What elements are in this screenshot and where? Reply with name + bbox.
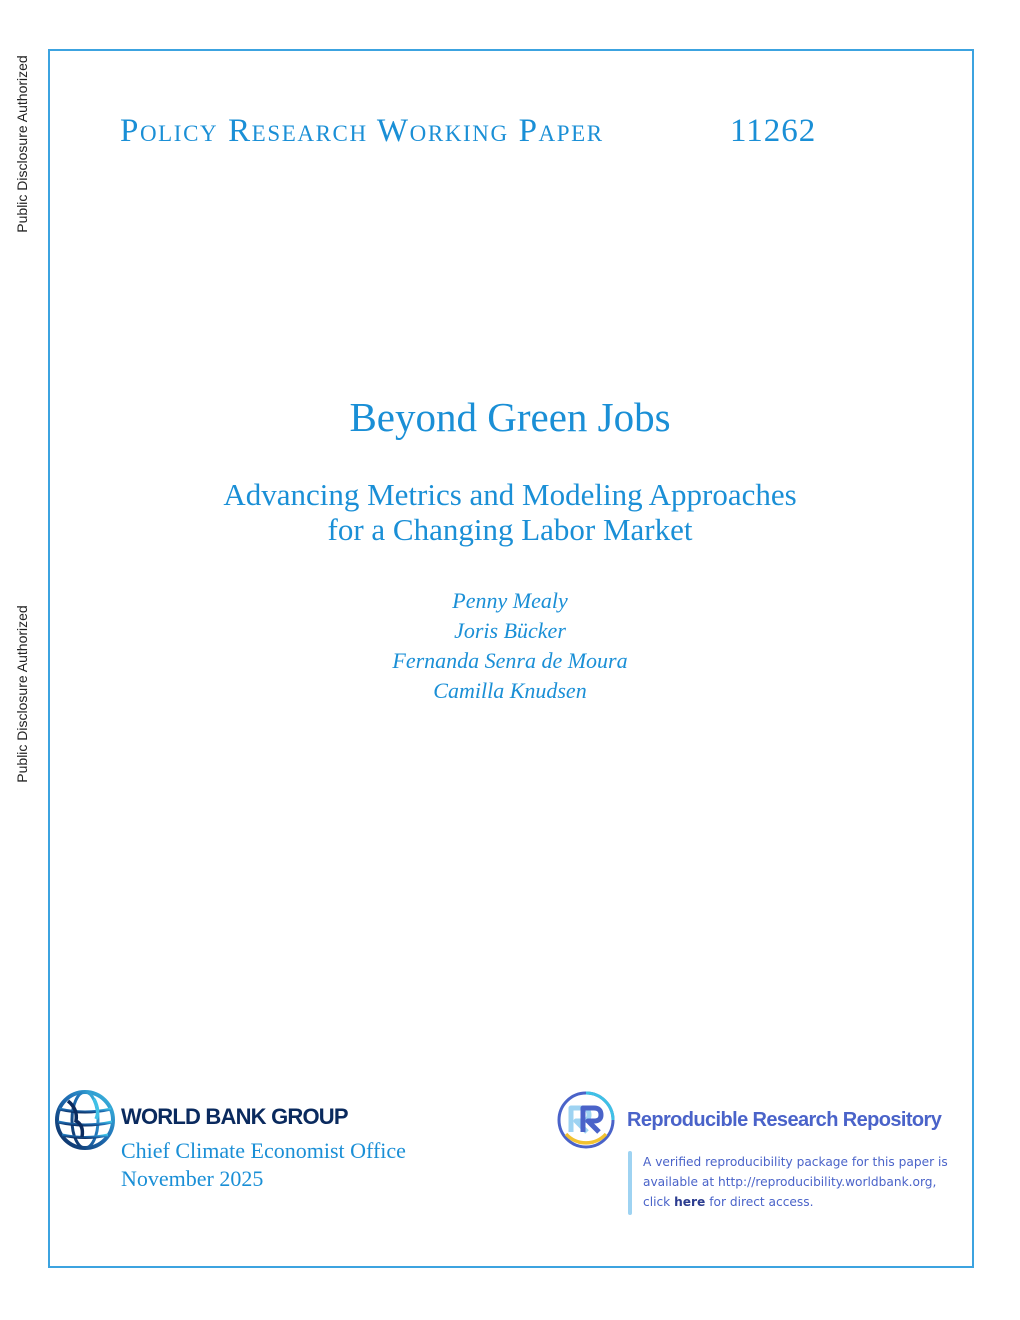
repository-link[interactable]: here <box>674 1195 706 1209</box>
publication-date: November 2025 <box>121 1166 264 1191</box>
publisher-name: WORLD BANK GROUP <box>121 1104 348 1129</box>
world-bank-globe-icon <box>54 1089 116 1151</box>
series-title: Policy Research Working Paper <box>120 113 604 149</box>
author-name: Joris Bücker <box>454 618 566 643</box>
paper-subtitle-line1: Advancing Metrics and Modeling Approaches <box>223 477 797 512</box>
repository-name: Reproducible Research Repository <box>627 1109 942 1131</box>
repository-note-text: click <box>643 1195 675 1209</box>
repository-note-line: available at http://reproducibility.worldbank.org, <box>643 1175 937 1189</box>
disclosure-label-top: Public Disclosure Authorized <box>14 55 30 233</box>
publisher-office: Chief Climate Economist Office <box>121 1138 406 1163</box>
repository-note-line: A verified reproducibility package for this paper is <box>643 1155 948 1169</box>
author-name: Fernanda Senra de Moura <box>392 648 628 673</box>
paper-number: 11262 <box>730 113 817 149</box>
repository-accent-bar <box>628 1151 632 1215</box>
disclosure-label-middle: Public Disclosure Authorized <box>14 605 30 783</box>
reproducible-research-logo-icon <box>556 1090 616 1150</box>
repository-note-line <box>643 1192 973 1212</box>
repository-note-text: for direct access. <box>705 1195 814 1209</box>
paper-subtitle-line2: for a Changing Labor Market <box>327 512 693 547</box>
author-name: Penny Mealy <box>452 588 568 613</box>
repository-note <box>643 1152 973 1212</box>
author-name: Camilla Knudsen <box>433 678 587 703</box>
paper-title: Beyond Green Jobs <box>349 394 671 440</box>
